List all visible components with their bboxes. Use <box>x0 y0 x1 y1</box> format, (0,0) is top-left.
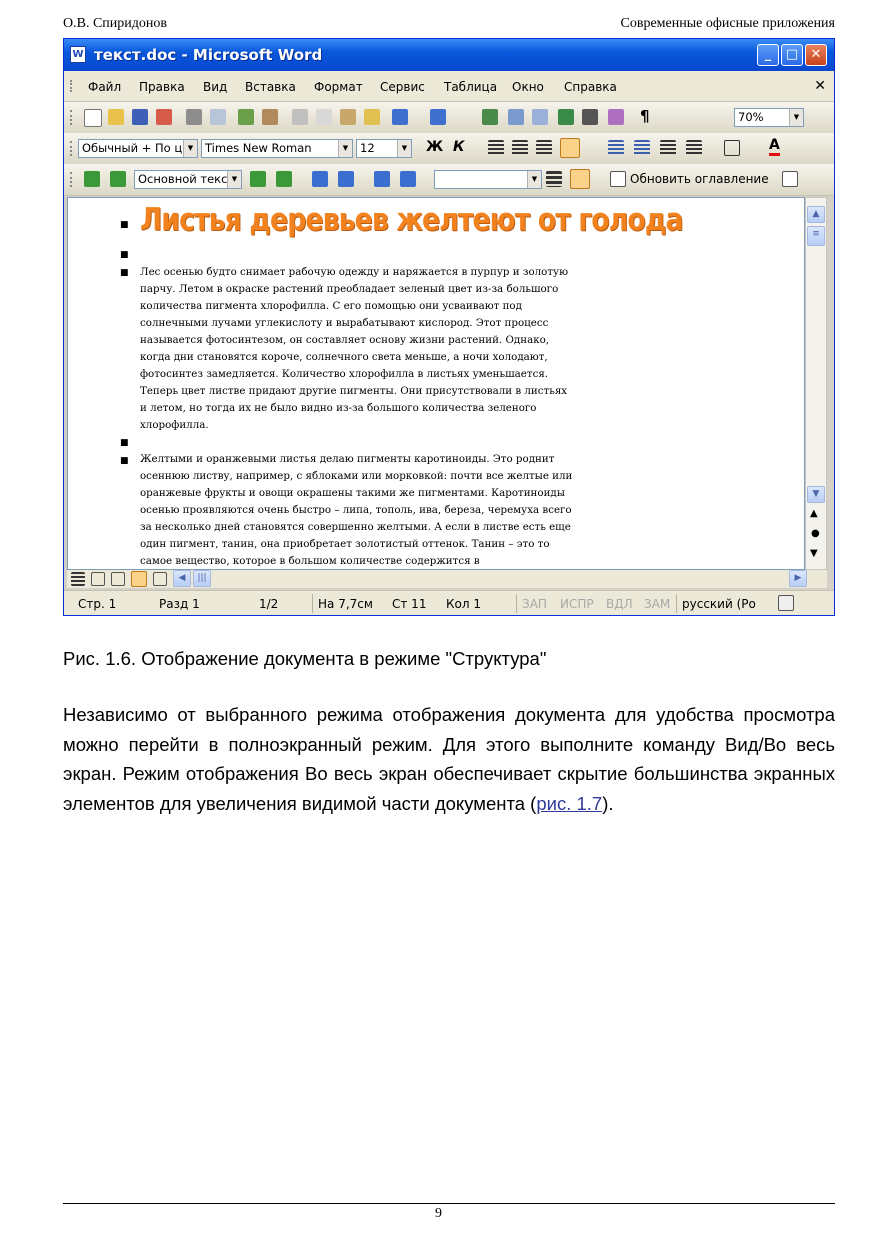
body-text: Независимо от выбранного режима отображения документа для удобства просмотра можно перейти в полноэкранный режим. Для этого выполните команду Вид/Во весь экран. Режим отображения Во весь экран обеспечивает скрытие большинства экранных элементов для увеличения видимой части документа ( <box>63 704 835 814</box>
chevron-down-icon: ▼ <box>338 140 352 157</box>
page-number: 9 <box>435 1206 442 1221</box>
status-ext[interactable]: ВДЛ <box>606 597 633 611</box>
demote-icon[interactable] <box>250 171 266 187</box>
decrease-indent-icon[interactable] <box>660 140 676 156</box>
status-bar <box>64 590 834 616</box>
insert-excel-icon[interactable] <box>558 109 574 125</box>
document-heading: Листья деревьев желтеют от голода <box>140 202 683 238</box>
status-line: Ст 11 <box>392 597 427 611</box>
document-close-icon[interactable]: ✕ <box>814 78 826 94</box>
close-button[interactable]: ✕ <box>805 44 827 66</box>
chevron-down-icon: ▼ <box>789 109 803 126</box>
collapse-icon[interactable] <box>400 171 416 187</box>
document-paragraph-2: Желтыми и оранжевыми листья делаю пигменты каротиноиды. Это роднит осеннюю листву, например, с яблоками или морковкой: почти все желтые или оранжевые фрукты и овощи окрашены такими же пигментами. Каротиноиды осенью проявляются очень быстро – липа, тополь, ива, береза, черемуха всего за несколько дней становятся совершенно желтыми. А если в листве есть еще один пигмент, танин, она приобретает золотистый оттенок. Танин – это то самое вещество, которое в большом количестве содержится в <box>140 453 573 567</box>
title-bar <box>64 39 834 71</box>
spelling-status-icon[interactable] <box>778 595 794 611</box>
insert-table-icon[interactable] <box>532 109 548 125</box>
vertical-scrollbar[interactable] <box>805 197 827 570</box>
font-select[interactable] <box>201 139 353 158</box>
undo-icon[interactable] <box>392 109 408 125</box>
zoom-value: 70% <box>738 110 764 124</box>
show-level-select[interactable] <box>434 170 542 189</box>
previous-page-icon[interactable]: ▲ <box>810 508 818 519</box>
menu-insert[interactable]: Вставка <box>245 80 296 94</box>
paste-icon[interactable] <box>340 109 356 125</box>
new-icon[interactable] <box>84 109 102 127</box>
align-left-icon[interactable] <box>488 140 504 156</box>
page-header-author: О.В. Спиридонов <box>63 16 167 31</box>
font-size-select[interactable] <box>356 139 412 158</box>
move-up-icon[interactable] <box>312 171 328 187</box>
font-value: Times New Roman <box>205 141 312 155</box>
show-first-line-icon[interactable] <box>546 171 562 187</box>
scroll-up-icon[interactable]: ▲ <box>807 206 825 223</box>
font-size-value: 12 <box>360 141 375 155</box>
outline-level-value: Основной текс <box>138 172 228 186</box>
format-painter-icon[interactable] <box>364 109 380 125</box>
figure-caption: Рис. 1.6. Отображение документа в режиме "Структура" <box>63 648 547 669</box>
scroll-right-icon[interactable]: ▶ <box>789 570 807 587</box>
zoom-select[interactable] <box>734 108 804 127</box>
menu-window[interactable]: Окно <box>512 80 544 94</box>
print-icon[interactable] <box>186 109 202 125</box>
chevron-down-icon: ▼ <box>527 171 541 188</box>
web-view-icon[interactable] <box>91 572 105 586</box>
chevron-down-icon: ▼ <box>397 140 411 157</box>
minimize-button[interactable]: _ <box>757 44 779 66</box>
toolbar-grip <box>70 141 74 156</box>
italic-button[interactable]: К <box>453 139 465 155</box>
maximize-button[interactable]: □ <box>781 44 803 66</box>
body-paragraph <box>63 700 835 818</box>
status-page: Стр. 1 <box>78 597 117 611</box>
figure-link[interactable]: рис. 1.7 <box>536 792 603 814</box>
status-trk[interactable]: ИСПР <box>560 597 594 611</box>
align-right-icon[interactable] <box>536 140 552 156</box>
goto-toc-icon[interactable] <box>782 171 798 187</box>
menu-format[interactable]: Формат <box>314 80 363 94</box>
promote-icon[interactable] <box>110 171 126 187</box>
print-preview-icon[interactable] <box>210 109 226 125</box>
menu-tools[interactable]: Сервис <box>380 80 425 94</box>
menu-bar <box>64 71 834 102</box>
outline-bullet: ■ <box>120 250 129 260</box>
scroll-down-icon[interactable]: ▼ <box>807 486 825 503</box>
align-center-icon[interactable] <box>512 140 528 156</box>
normal-view-icon[interactable] <box>71 572 85 586</box>
menu-file[interactable]: Файл <box>88 80 122 94</box>
update-toc-button[interactable]: Обновить оглавление <box>630 172 769 186</box>
standard-toolbar <box>64 102 834 134</box>
menu-table[interactable]: Таблица <box>444 80 498 94</box>
move-down-icon[interactable] <box>338 171 354 187</box>
page-header-book-title: Современные офисные приложения <box>620 16 835 31</box>
borders-icon[interactable] <box>724 140 740 156</box>
increase-indent-icon[interactable] <box>686 140 702 156</box>
scroll-thumb[interactable]: ≡ <box>807 226 825 246</box>
hyperlink-icon[interactable] <box>482 109 498 125</box>
outline-view-icon[interactable] <box>131 571 147 587</box>
body-text-end: ). <box>602 792 614 814</box>
window-title: текст.doc - Microsoft Word <box>94 46 323 64</box>
status-separator <box>676 594 677 613</box>
word-window-screenshot <box>63 38 835 616</box>
promote-to-heading-icon[interactable] <box>84 171 100 187</box>
drawing-icon[interactable] <box>608 109 624 125</box>
print-layout-view-icon[interactable] <box>111 572 125 586</box>
word-app-icon: W <box>70 46 86 63</box>
status-section: Разд 1 <box>159 597 200 611</box>
formatting-toolbar <box>64 133 834 165</box>
expand-icon[interactable] <box>374 171 390 187</box>
bullets-icon[interactable] <box>634 140 650 156</box>
footer-rule <box>63 1203 835 1204</box>
outline-bullet: ■ <box>120 268 129 278</box>
status-separator <box>312 594 313 613</box>
update-toc-icon[interactable] <box>610 171 626 187</box>
save-icon[interactable] <box>132 109 148 125</box>
font-color-icon[interactable]: A <box>769 138 780 156</box>
document-area[interactable] <box>67 197 805 570</box>
status-pages: 1/2 <box>259 597 279 611</box>
spelling-icon[interactable] <box>238 109 254 125</box>
copy-icon[interactable] <box>316 109 332 125</box>
status-separator <box>516 594 517 613</box>
horizontal-scroll-thumb[interactable]: ||| <box>193 570 211 587</box>
chevron-down-icon: ▼ <box>183 140 197 157</box>
demote-to-body-icon[interactable] <box>276 171 292 187</box>
open-icon[interactable] <box>108 109 124 125</box>
scroll-left-icon[interactable]: ◀ <box>173 570 191 587</box>
outline-level-select[interactable] <box>134 170 242 189</box>
bold-button[interactable]: Ж <box>426 139 444 155</box>
outline-bullet: ■ <box>120 438 129 448</box>
toolbar-grip <box>70 110 74 125</box>
toolbar-grip <box>70 172 74 187</box>
status-rec[interactable]: ЗАП <box>522 597 547 611</box>
justify-icon[interactable] <box>560 138 580 158</box>
view-buttons-row <box>67 570 827 588</box>
select-browse-object-icon[interactable]: ● <box>811 528 820 539</box>
permission-icon[interactable] <box>156 109 172 125</box>
menu-view[interactable]: Вид <box>203 80 228 94</box>
numbering-icon[interactable] <box>608 140 624 156</box>
columns-icon[interactable] <box>582 109 598 125</box>
outline-bullet: ■ <box>120 456 129 466</box>
reading-layout-icon[interactable] <box>153 572 167 586</box>
cut-icon[interactable] <box>292 109 308 125</box>
pilcrow-icon[interactable]: ¶ <box>640 107 650 125</box>
status-language: русский (Ро <box>682 597 756 611</box>
outline-bullet: ■ <box>120 220 129 230</box>
menu-edit[interactable]: Правка <box>139 80 185 94</box>
research-icon[interactable] <box>262 109 278 125</box>
menu-grip <box>70 80 74 92</box>
tables-borders-icon[interactable] <box>508 109 524 125</box>
redo-icon[interactable] <box>430 109 446 125</box>
menu-help[interactable]: Справка <box>564 80 617 94</box>
status-ovr[interactable]: ЗАМ <box>644 597 671 611</box>
next-page-icon[interactable]: ▼ <box>810 548 818 559</box>
show-formatting-icon[interactable] <box>570 169 590 189</box>
status-column: Кол 1 <box>446 597 481 611</box>
outline-content <box>68 198 804 569</box>
status-at: На 7,7см <box>318 597 373 611</box>
style-select[interactable] <box>78 139 198 158</box>
outlining-toolbar <box>64 164 834 196</box>
style-value: Обычный + По ц <box>82 141 183 155</box>
document-paragraph-1: Лес осенью будто снимает рабочую одежду и наряжается в пурпур и золотую парчу. Летом в окраске растений преобладает зеленый цвет из-за большого количества пигмента хлорофилла. С его помощью они усваивают под солнечными лучами углекислоту и вырабатывают кислород. Этот процесс называется фотосинтезом, он составляет основу жизни растений. Однако, когда дни становятся короче, солнечного света меньше, а ночи холодают, фотосинтез замедляется. Количество хлорофилла в листьях уменьшается. Теперь цвет листве придают другие пигменты. Они присутствовали в листьях и летом, но тогда их не было видно из-за большого количества зеленого хлорофилла. <box>140 266 569 431</box>
chevron-down-icon: ▼ <box>227 171 241 188</box>
